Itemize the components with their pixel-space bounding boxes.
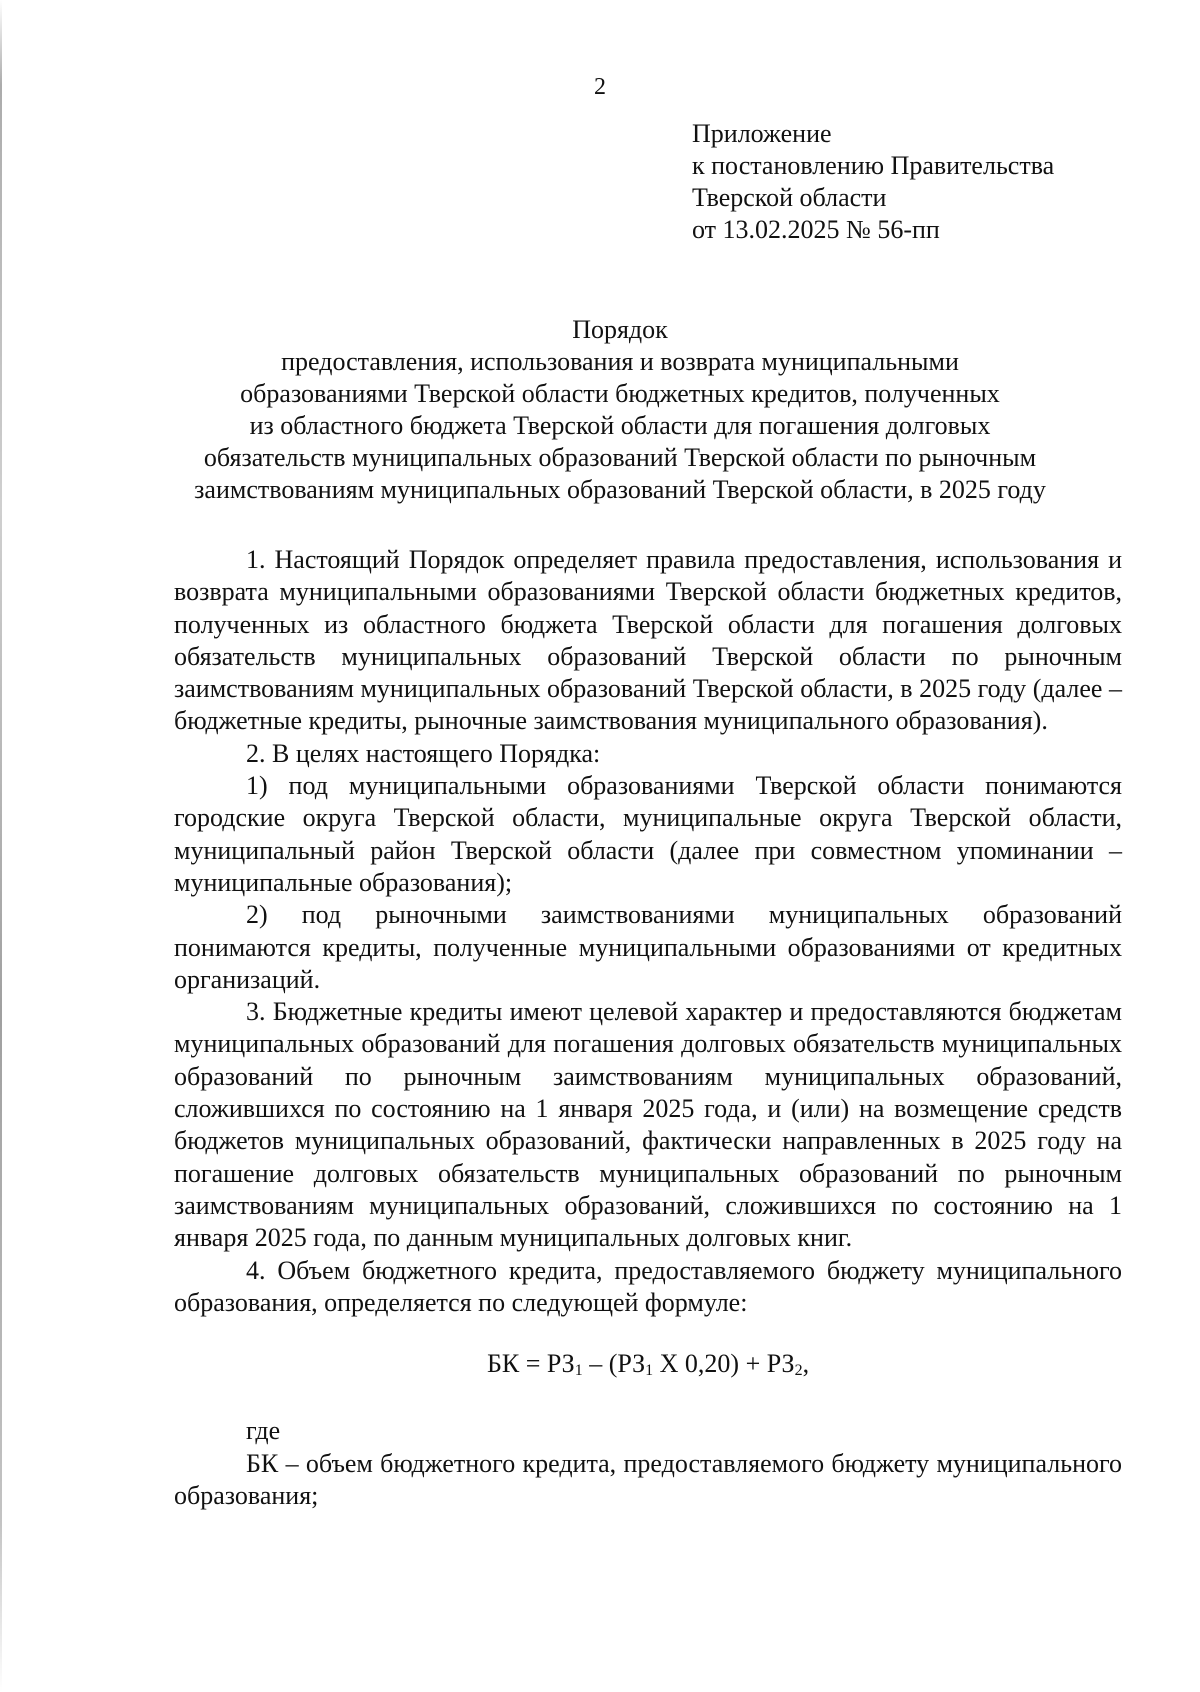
document-body [174,544,1122,1512]
definition-bk: БК – объем бюджетного кредита, предоставляемого бюджету муниципального образования; [174,1448,1122,1511]
formula-subscript: 1 [645,1362,654,1380]
paragraph-1: 1. Настоящий Порядок определяет правила предоставления, использования и возврата муниципальными образованиями Тверской области бюджетных кредитов, полученных из областного бюджета Тверской области для погашения долговых обязательств муниципальных образований Тверской области по рыночным заимствованиям муниципальных образований Тверской области, в 2025 году (далее – бюджетные кредиты, рыночные заимствования муниципального образования). [174,545,1122,736]
appendix-line: Приложение [692,119,832,148]
appendix-line: Тверской области [692,183,887,212]
appendix-date-number: от 13.02.2025 № 56-пп [692,215,940,244]
scan-edge [0,0,2,1692]
title-line: предоставления, использования и возврата муниципальными [281,347,959,376]
title-line: образованиями Тверской области бюджетных кредитов, полученных [240,379,1000,408]
title-line: обязательств муниципальных образований Тверской области по рыночным [203,443,1037,472]
formula-part: , [802,1349,810,1379]
formula-subscript: 2 [794,1362,803,1380]
document-title [160,314,1080,506]
title-main: Порядок [572,315,668,344]
where-label: где [246,1416,281,1446]
paragraph-2-1: 1) под муниципальными образованиями Тверской области понимаются городские округа Тверской области, муниципальные округа Тверской области, муниципальный район Тверской области (далее при совместном упоминании – муниципальные образования); [174,771,1122,897]
paragraph-2-2: 2) под рыночными заимствованиями муниципальных образований понимаются кредиты, полученные муниципальными образованиями от кредитных организаций. [174,900,1122,994]
formula [174,1348,1122,1387]
appendix-header [692,118,1054,246]
appendix-line: к постановлению Правительства [692,151,1055,180]
formula-part: – (РЗ [582,1349,646,1379]
page-number: 2 [594,74,606,100]
title-line: из областного бюджета Тверской области для погашения долговых [249,411,991,440]
formula-part: Х 0,20) + РЗ [653,1349,795,1379]
paragraph-2: 2. В целях настоящего Порядка: [246,738,601,768]
paragraph-4: 4. Объем бюджетного кредита, предоставляемого бюджету муниципального образования, определяется по следующей формуле: [174,1255,1122,1317]
formula-part: БК = РЗ [486,1349,575,1379]
paragraph-3: 3. Бюджетные кредиты имеют целевой характер и предоставляются бюджетам муниципальных образований для погашения долговых обязательств муниципальных образований по рыночным заимствованиям муниципальных образований, сложившихся по состоянию на 1 января 2025 года, и (или) на возмещение средств бюджетов муниципальных образований, фактически направленных в 2025 году на погашение долговых обязательств муниципальных образований по рыночным заимствованиям муниципальных образований, сложившихся по состоянию на 1 января 2025 года, по данным муниципальных долговых книг. [174,997,1122,1253]
formula-subscript: 1 [574,1362,583,1380]
title-line: заимствованиям муниципальных образований Тверской области, в 2025 году [194,475,1046,504]
